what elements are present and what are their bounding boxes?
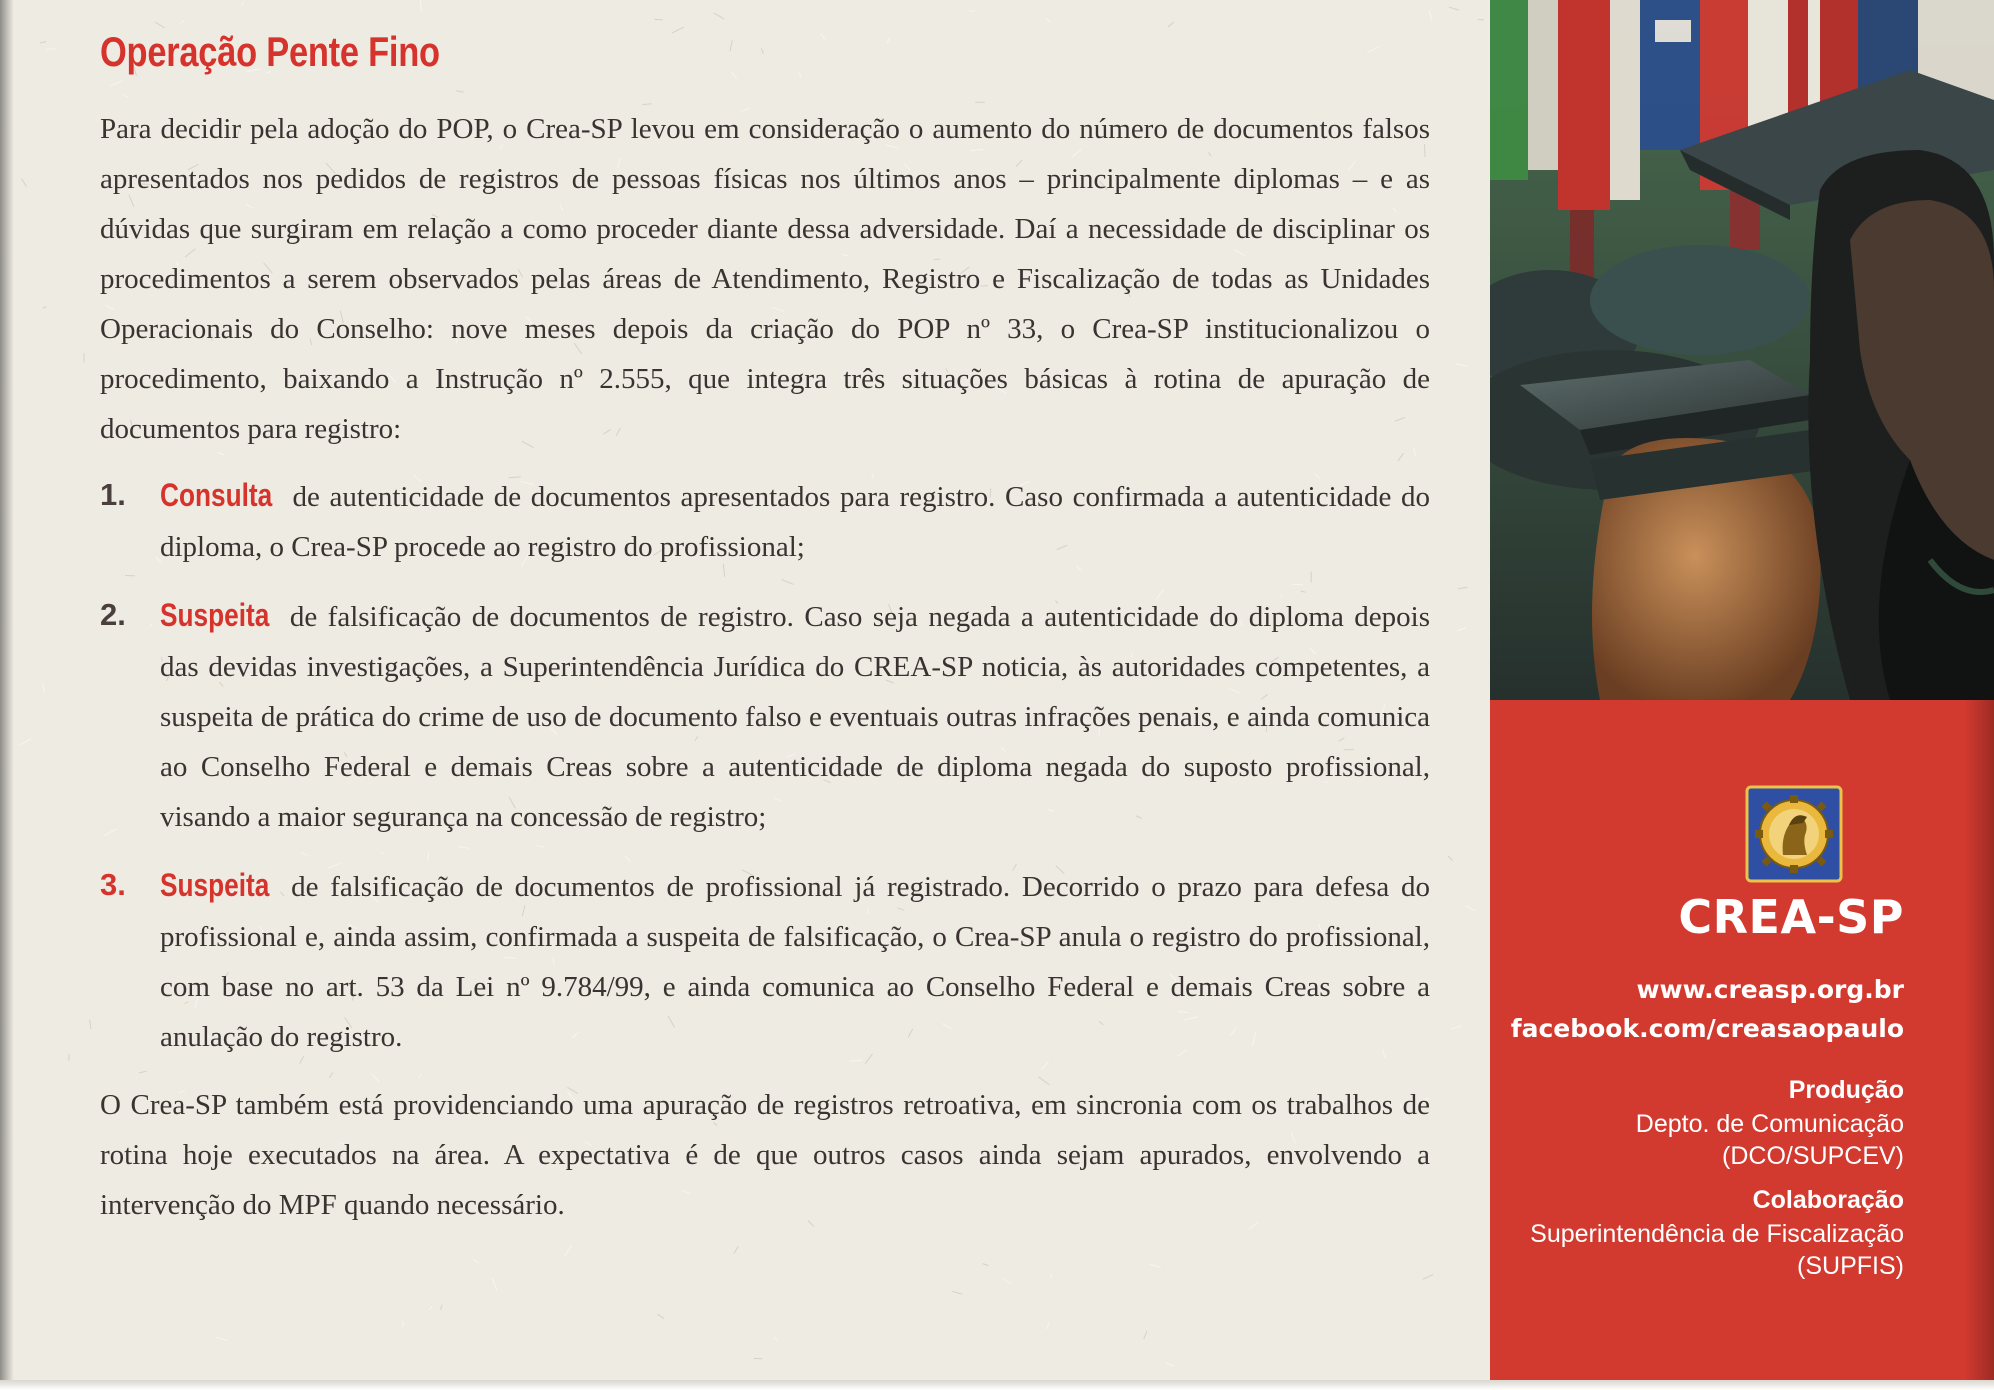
crea-sp-logo [1745,785,1843,883]
collaboration-code: (SUPFIS) [1797,1252,1904,1280]
list-item-keyword: Suspeita [160,867,270,903]
list-item-text: de falsificação de documentos de profissional já registrado. Decorrido o prazo para defesa do profissional e, ainda assim, confirmada a suspeita de falsificação, o Crea-SP anula o registro do profissional, com base no art. 53 da Lei nº 9.784/99, e ainda comunica ao Conselho Federal e demais Creas sobre a anulação do registro. [160,871,1430,1053]
article-title: Operação Pente Fino [100,28,440,75]
list-item [100,470,1430,572]
list-item-keyword: Consulta [160,477,273,513]
list-item-number: 2. [100,597,126,632]
list-item [100,860,1430,1062]
article-body [100,28,1430,1230]
page-bottom-edge [0,1380,1994,1390]
graduation-photo [1490,0,1994,700]
website-link[interactable]: www.creasp.org.br [1636,975,1904,1004]
intro-paragraph: Para decidir pela adoção do POP, o Crea-SP levou em consideração o aumento do número de documentos falsos apresentados nos pedidos de registros de pessoas físicas nos últimos anos – principalmente diplomas – e as dúvidas que surgiram em relação a como proceder diante dessa adversidade. Daí a necessidade de disciplinar os procedimentos a serem observados pelas áreas de Atendimento, Registro e Fiscalização de todas as Unidades Operacionais do Conselho: nove meses depois da criação do POP nº 33, o Crea-SP institucionalizou o procedimento, baixando a Instrução nº 2.555, que integra três situações básicas à rotina de apuração de documentos para registro: [100,113,1430,445]
procedure-list [100,470,1430,1062]
collaboration-dept: Superintendência de Fiscalização [1530,1220,1904,1248]
list-item-keyword: Suspeita [160,597,270,633]
production-code: (DCO/SUPCEV) [1722,1142,1904,1170]
closing-paragraph: O Crea-SP também está providenciando uma apuração de registros retroativa, em sincronia com os trabalhos de rotina hoje executados na área. A expectativa é de que outros casos ainda sejam apurados, envolvendo a intervenção do MPF quando necessário. [100,1089,1430,1221]
production-dept: Depto. de Comunicação [1635,1110,1904,1138]
collaboration-heading: Colaboração [1752,1186,1904,1214]
production-heading: Produção [1788,1076,1904,1104]
list-item-number: 1. [100,477,126,512]
credits-panel [1490,700,1994,1385]
list-item-text: de autenticidade de documentos apresentados para registro. Caso confirmada a autenticidade do diploma, o Crea-SP procede ao registro do profissional; [160,481,1431,563]
facebook-link[interactable]: facebook.com/creasaopaulo [1510,1014,1904,1043]
page-edge-shadow [0,0,14,1385]
binding-shade [1964,700,1994,1385]
list-item [100,590,1430,842]
brand-name: CREA-SP [1678,890,1904,944]
list-item-text: de falsificação de documentos de registro. Caso seja negada a autenticidade do diploma depois das devidas investigações, a Superintendência Jurídica do CREA-SP noticia, às autoridades competentes, a suspeita de prática do crime de uso de documento falso e eventuais outras infrações penais, e ainda comunica ao Conselho Federal e demais Creas sobre a autenticidade de diploma negada do suposto profissional, visando a maior segurança na concessão de registro; [160,601,1431,833]
list-item-number: 3. [100,867,126,902]
